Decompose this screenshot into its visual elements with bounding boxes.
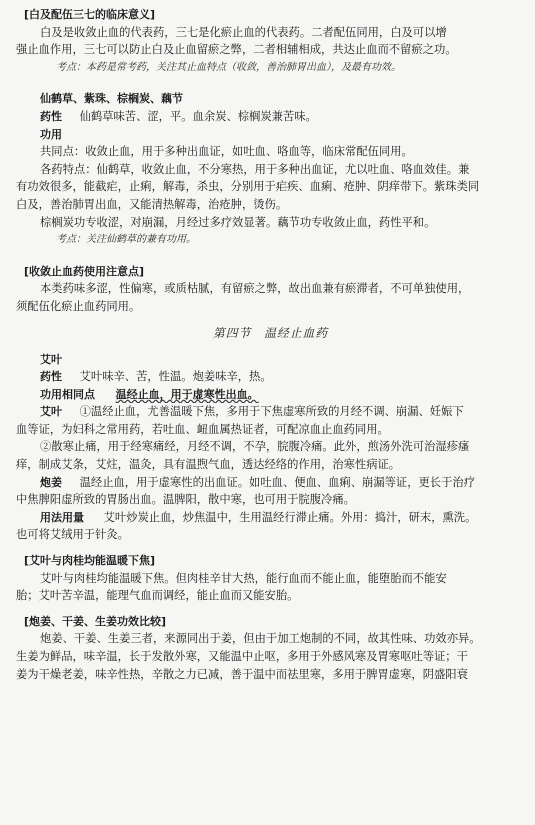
common-function-label: 功用相同点 bbox=[40, 387, 95, 401]
paragraph-line: 白及是收敛止血的代表药，三七是化瘀止血的代表药。二者配伍同用，白及可以增 bbox=[40, 25, 447, 39]
paragraph-line: 痒，制成艾条，艾炷，温灸，具有温煦气血，透达经络的作用，治寒性病证。 bbox=[16, 458, 401, 472]
paragraph-line bbox=[16, 474, 525, 492]
exam-note: 考点：关注仙鹤草的兼有功用。 bbox=[56, 234, 196, 246]
property-text: 仙鹤草味苦、涩，平。血余炭、棕榈炭兼苦味。 bbox=[79, 109, 317, 123]
paragraph-line: 胎；艾叶苦辛温，能理气血而调经，能止血而又能安胎。 bbox=[16, 589, 299, 603]
section-heading-baiji-sanqi: [白及配伍三七的临床意义] bbox=[24, 8, 156, 21]
paragraph-line: 姜为干燥老姜，味辛性热，辛散之力已减，善于温中而祛里寒，多用于脾胃虚寒，阴盛阳衰 bbox=[16, 667, 468, 681]
common-function-text: 温经止血，用于虚寒性出血。 bbox=[115, 387, 259, 401]
paragraph-text: ①温经止血，尤善温暖下焦，多用于下焦虚寒所致的月经不调、崩漏、妊娠下 bbox=[79, 405, 464, 419]
section-heading-ginger: [炮姜、干姜、生姜功效比较] bbox=[24, 614, 167, 628]
herb-label: 炮姜 bbox=[40, 475, 62, 489]
paragraph-line: 白及，善治肺胃出血，又能清热解毒，治疮肿，烫伤。 bbox=[16, 197, 288, 211]
property-line bbox=[16, 108, 525, 126]
paragraph-line: 有功效很多，能截疟，止痢，解毒，杀虫，分别用于疟疾、血痢、疮肿、阴痒带下。紫珠类同 bbox=[16, 180, 480, 194]
paragraph-text: 艾叶炒炭止血，炒焦温中，生用温经行滞止痛。外用：捣汁，研末，熏洗。 bbox=[103, 510, 477, 524]
function-label: 功用 bbox=[40, 127, 62, 141]
herb-label: 艾叶 bbox=[40, 405, 62, 419]
property-text: 艾叶味辛、苦，性温。炮姜味辛，热。 bbox=[79, 370, 272, 384]
paragraph-line: 生姜为鲜品，味辛温，长于发散外寒，又能温中止呕，多用于外感风寒及胃寒呕吐等证；干 bbox=[16, 650, 468, 663]
paragraph-line bbox=[16, 509, 525, 527]
paragraph-line: 强止血作用，三七可以防止白及止血留瘀之弊，二者相辅相成，共达止血而不留瘀之功。 bbox=[16, 43, 457, 57]
paragraph-line: 须配伍化瘀止血药同用。 bbox=[16, 299, 141, 313]
property-label: 药性 bbox=[40, 109, 62, 123]
paragraph-line bbox=[16, 403, 525, 421]
paragraph-line: 炮姜、干姜、生姜三者，来源同出于姜，但由于加工炮制的不同，故其性味、功效亦异。 bbox=[40, 632, 481, 646]
paragraph-line: 中焦脾阳虚所致的胃肠出血。温脾阳，散中寒，也可用于脘腹冷痛。 bbox=[16, 493, 355, 507]
paragraph-text: 温经止血，用于虚寒性的出血证。如吐血、便血、血痢、崩漏等证，更长于治疗 bbox=[79, 475, 475, 489]
paragraph-line: ②散寒止痛，用于经寒痛经，月经不调，不孕，脘腹冷痛。此外，煎汤外洗可治湿疹瘙 bbox=[40, 440, 470, 454]
property-label: 药性 bbox=[40, 370, 62, 384]
section-heading-aiye-rougui: [艾叶与肉桂均能温暖下焦] bbox=[24, 554, 156, 568]
paragraph-line: 棕榈炭功专收涩，对崩漏，月经过多疗效显著。藕节功专收敛止血，药性平和。 bbox=[40, 215, 436, 229]
section-heading-precautions: [收敛止血药使用注意点] bbox=[24, 264, 145, 278]
paragraph-line: 艾叶与肉桂均能温暖下焦。但肉桂辛甘大热，能行血而不能止血，能堕胎而不能安 bbox=[40, 571, 447, 585]
property-line bbox=[16, 368, 525, 386]
section-title: 第四节 温经止血药 bbox=[212, 325, 329, 340]
paragraph-line: 本类药味多涩，性偏寒，或质枯腻，有留瘀之弊，故出血兼有瘀滞者，不可单独使用， bbox=[40, 282, 470, 296]
paragraph-line: 血等证，为妇科之常用药，若吐血、衄血属热证者，可配凉血止血药同用。 bbox=[16, 422, 389, 436]
common-function-line bbox=[16, 386, 525, 404]
paragraph-line: 各药特点：仙鹤草，收敛止血，不分寒热，用于多种出血证，尤以吐血、咯血效佳。兼 bbox=[40, 162, 470, 176]
paragraph-line: 共同点：收敛止血，用于多种出血证，如吐血、咯血等，临床常配伍同用。 bbox=[40, 145, 413, 159]
herb-group-title: 仙鹤草、紫珠、棕榈炭、藕节 bbox=[40, 92, 183, 106]
exam-note: 考点：本药是常考药，关注其止血特点（收敛，善治肺胃出血），及最有功效。 bbox=[56, 61, 401, 73]
paragraph-line: 也可将艾绒用于针灸。 bbox=[16, 528, 129, 542]
herb-name: 艾叶 bbox=[40, 352, 62, 366]
usage-label: 用法用量 bbox=[40, 510, 84, 524]
